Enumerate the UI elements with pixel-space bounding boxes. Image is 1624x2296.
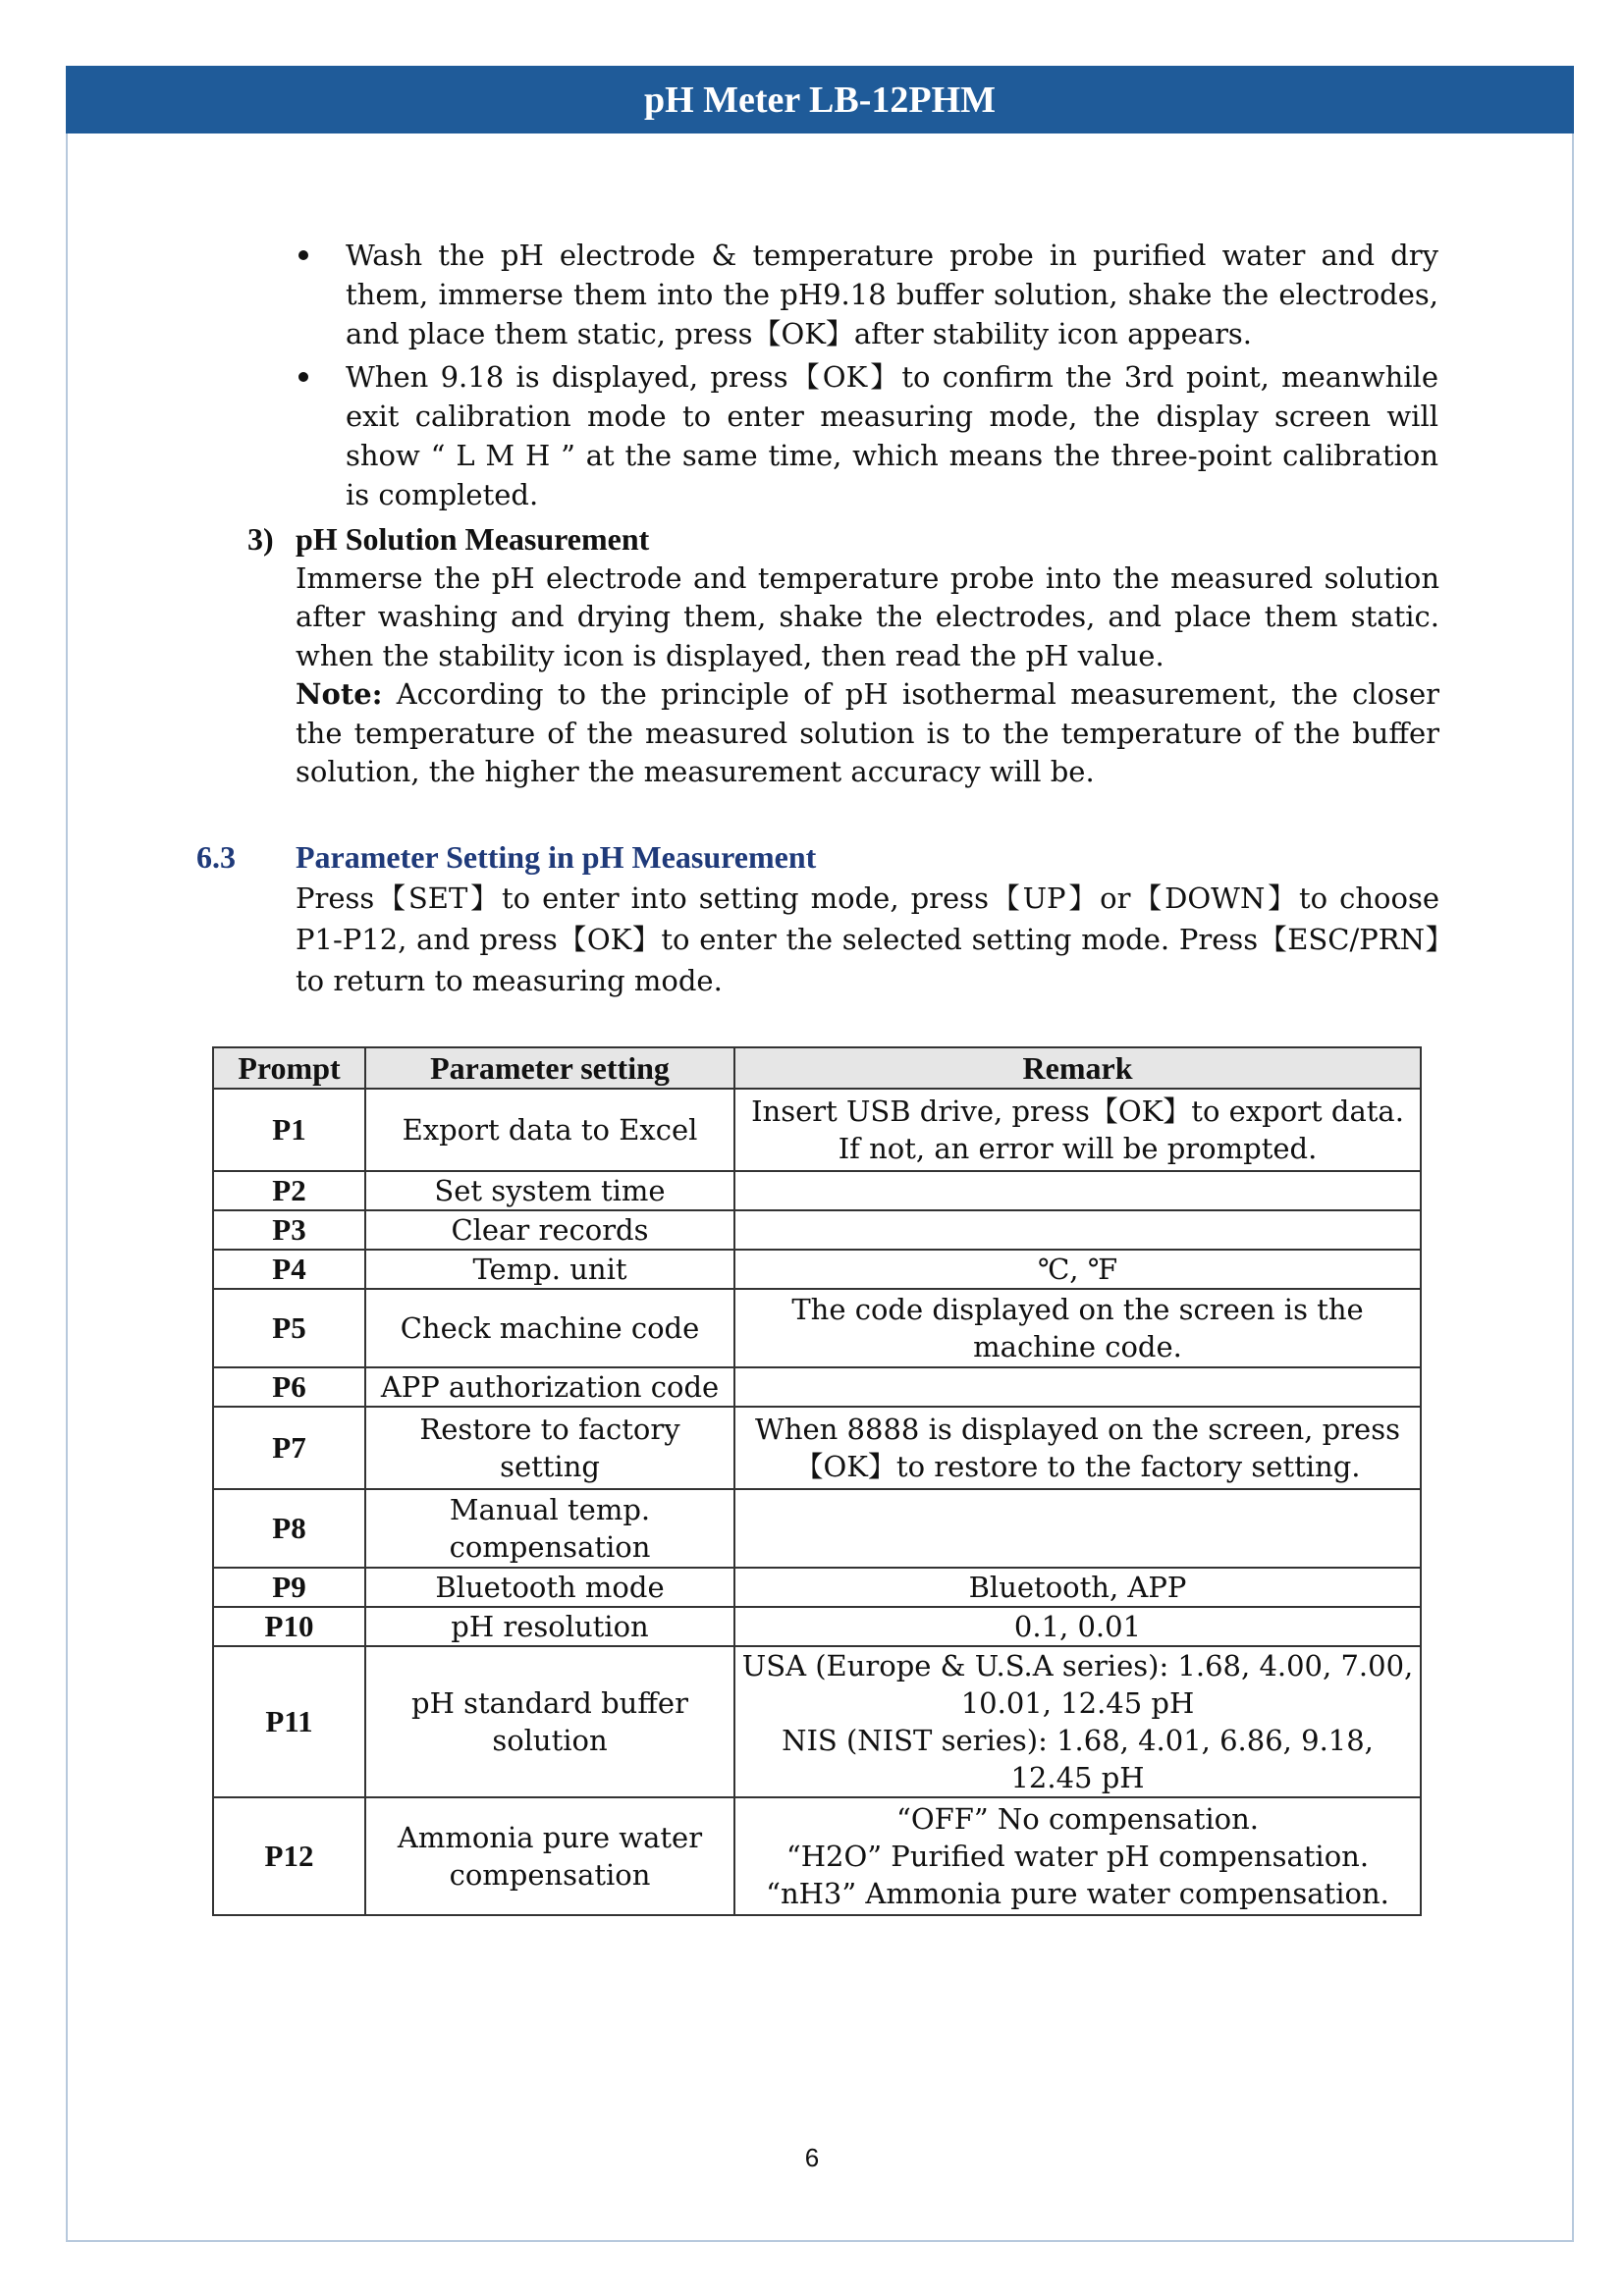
prompt-cell: P8 <box>213 1489 365 1568</box>
section-text: Press【SET】to enter into setting mode, press【UP】or【DOWN】to choose P1-P12, and press【OK】to enter the selected setting mode. Press【ESC/PRN】to return to measuring mode. <box>296 881 1439 997</box>
remark-cell <box>734 1171 1421 1210</box>
remark-cell <box>734 1489 1421 1568</box>
setting-cell: pH resolution <box>365 1607 734 1646</box>
setting-cell: APP authorization code <box>365 1367 734 1407</box>
bullet-icon <box>298 372 308 382</box>
remark-line: NIS (NIST series): 1.68, 4.01, 6.86, 9.18, 12.45 pH <box>782 1724 1374 1794</box>
prompt-cell: P4 <box>213 1250 365 1289</box>
bullet-text: When 9.18 is displayed, press【OK】to confirm the 3rd point, meanwhile exit calibration mode to enter measuring mode, the display screen will show “ L M H ” at the same time, which means the three-point calibration is completed. <box>346 360 1438 511</box>
setting-cell: Manual temp. compensation <box>365 1489 734 1568</box>
prompt-cell: P2 <box>213 1171 365 1210</box>
table-row <box>213 1607 1421 1646</box>
remark-cell: 0.1, 0.01 <box>734 1607 1421 1646</box>
remark-line: “nH3” Ammonia pure water compensation. <box>766 1877 1389 1910</box>
subsection-number: 3) <box>247 521 274 557</box>
setting-cell: pH standard buffer solution <box>365 1646 734 1797</box>
header-title: pH Meter LB-12PHM <box>643 79 997 121</box>
remark-line: “OFF” No compensation. <box>896 1802 1259 1836</box>
remark-line: USA (Europe & U.S.A series): 1.68, 4.00, 7.00, 10.01, 12.45 pH <box>741 1649 1414 1720</box>
prompt-cell: P11 <box>213 1646 365 1797</box>
remark-line: “H2O” Purified water pH compensation. <box>785 1840 1370 1873</box>
parameter-table <box>212 1046 1422 1916</box>
note-text: According to the principle of pH isothermal measurement, the closer the temperature of the measured solution is to the temperature of the buffer solution, the higher the measurement accuracy will be. <box>296 677 1439 788</box>
table-header-row <box>213 1047 1421 1089</box>
prompt-cell: P7 <box>213 1407 365 1489</box>
table-row <box>213 1367 1421 1407</box>
bullet-item <box>295 357 1438 514</box>
setting-cell: Check machine code <box>365 1289 734 1367</box>
setting-cell: Ammonia pure water compensation <box>365 1797 734 1915</box>
column-header-remark: Remark <box>734 1047 1421 1089</box>
table-row <box>213 1797 1421 1915</box>
remark-cell <box>734 1797 1421 1915</box>
remark-cell: The code displayed on the screen is the machine code. <box>734 1289 1421 1367</box>
setting-cell: Restore to factory setting <box>365 1407 734 1489</box>
setting-cell: Temp. unit <box>365 1250 734 1289</box>
remark-cell: ℃, ℉ <box>734 1250 1421 1289</box>
bullet-icon <box>298 250 308 260</box>
prompt-cell: P12 <box>213 1797 365 1915</box>
column-header-prompt: Prompt <box>213 1047 365 1089</box>
setting-cell: Set system time <box>365 1171 734 1210</box>
column-header-setting: Parameter setting <box>365 1047 734 1089</box>
page-header <box>66 66 1574 133</box>
subsection-text: Immerse the pH electrode and temperature probe into the measured solution after washing and drying them, shake the electrodes, and place them static. when the stability icon is displayed, then read the pH value. <box>296 561 1439 672</box>
bullet-item <box>295 236 1438 353</box>
table-row <box>213 1489 1421 1568</box>
table-row <box>213 1289 1421 1367</box>
remark-cell: When 8888 is displayed on the screen, press【OK】to restore to the factory setting. <box>734 1407 1421 1489</box>
prompt-cell: P9 <box>213 1568 365 1607</box>
note-label: Note: <box>296 677 383 711</box>
table-row <box>213 1250 1421 1289</box>
section-title: Parameter Setting in pH Measurement <box>296 839 817 875</box>
remark-cell <box>734 1210 1421 1250</box>
table-row <box>213 1568 1421 1607</box>
subsection-note <box>296 675 1439 792</box>
prompt-cell: P5 <box>213 1289 365 1367</box>
page-number: 6 <box>804 2143 820 2172</box>
table-row <box>213 1089 1421 1171</box>
prompt-cell: P10 <box>213 1607 365 1646</box>
prompt-cell: P3 <box>213 1210 365 1250</box>
remark-cell <box>734 1646 1421 1797</box>
subsection-title: pH Solution Measurement <box>296 521 650 557</box>
table-row <box>213 1210 1421 1250</box>
prompt-cell: P6 <box>213 1367 365 1407</box>
table-row <box>213 1407 1421 1489</box>
bullet-text: Wash the pH electrode & temperature probe in purified water and dry them, immerse them into the pH9.18 buffer solution, shake the electrodes, and place them static, press【OK】after stability icon appears. <box>346 239 1438 350</box>
remark-cell <box>734 1367 1421 1407</box>
setting-cell: Export data to Excel <box>365 1089 734 1171</box>
remark-cell: Bluetooth, APP <box>734 1568 1421 1607</box>
setting-cell: Bluetooth mode <box>365 1568 734 1607</box>
table-row <box>213 1171 1421 1210</box>
setting-cell: Clear records <box>365 1210 734 1250</box>
remark-cell: Insert USB drive, press【OK】to export data. If not, an error will be prompted. <box>734 1089 1421 1171</box>
section-6-3 <box>196 836 1439 1001</box>
ph-measurement-subsection <box>247 520 1439 792</box>
table-row <box>213 1646 1421 1797</box>
section-number: 6.3 <box>196 839 236 875</box>
calibration-bullets <box>295 236 1438 518</box>
prompt-cell: P1 <box>213 1089 365 1171</box>
